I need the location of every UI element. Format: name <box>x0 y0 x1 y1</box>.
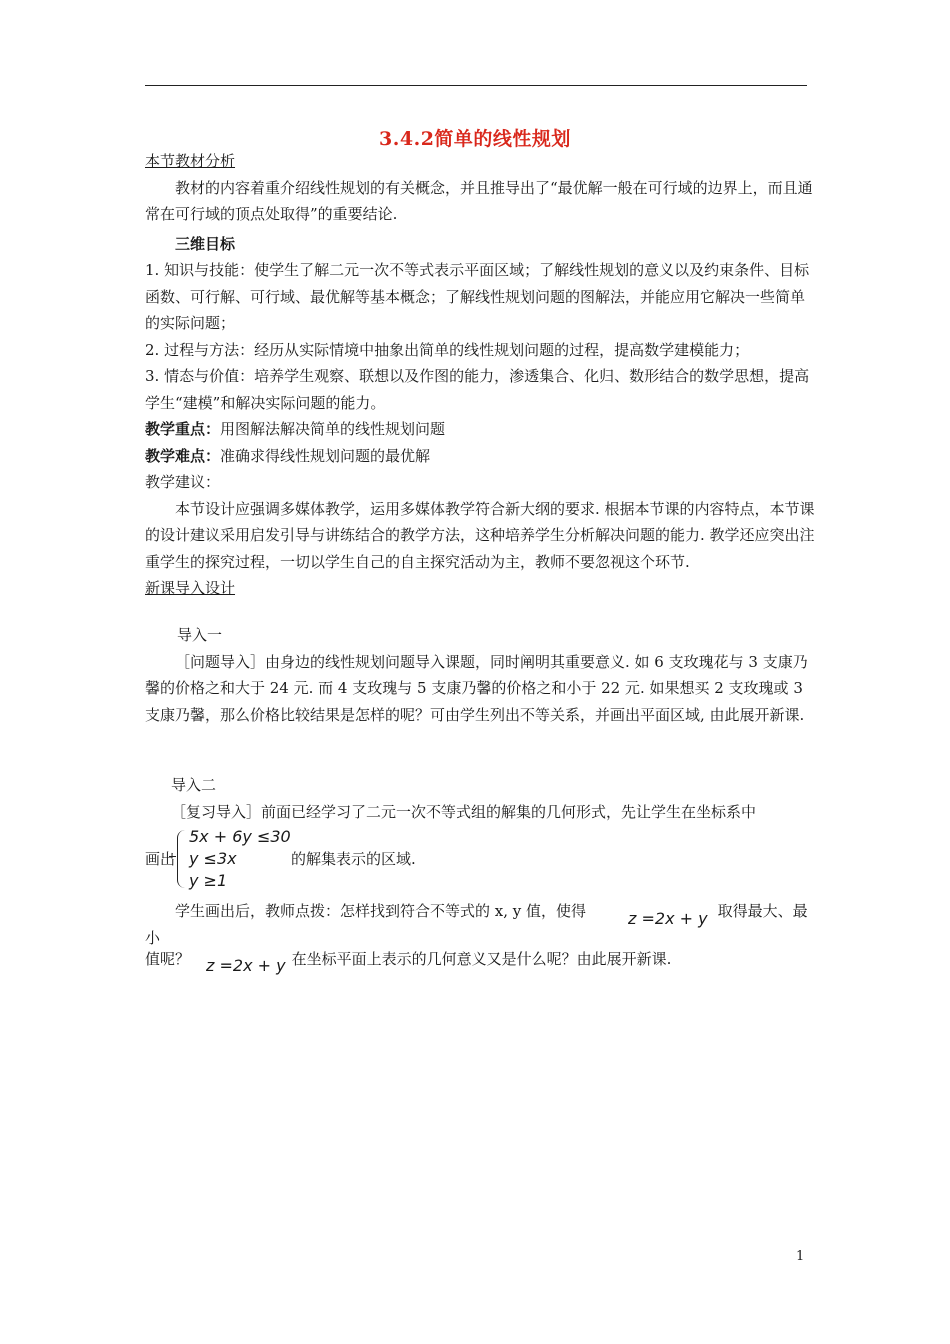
intro1-heading: 导入一 <box>177 626 223 644</box>
intro2-para-a <box>145 898 815 951</box>
difficulty <box>145 443 815 470</box>
intro2-section <box>145 772 815 825</box>
key-point-label: 教学重点： <box>145 420 221 438</box>
inequality-1: 5x + 6y ≤30 <box>189 827 291 846</box>
para-d-text: 在坐标平面上表示的几何意义又是什么呢？由此展开新课. <box>291 950 672 968</box>
goal-values: 3. 情态与价值：培养学生观察、联想以及作图的能力，渗透集合、化归、数形结合的数学思想，提高学生“建模”和解决实际问题的能力。 <box>145 367 810 412</box>
system-equations <box>189 826 291 892</box>
para-b-text: 取得最大、最小 <box>145 902 808 947</box>
inequality-system <box>145 826 815 890</box>
key-point <box>145 416 815 443</box>
para-c-text: 值呢？ <box>145 950 191 968</box>
key-point-text: 用图解法解决简单的线性规划问题 <box>220 420 446 438</box>
suggestion-heading: 教学建议： <box>145 473 221 491</box>
intro2-heading: 导入二 <box>171 776 217 794</box>
page-number: 1 <box>796 1249 805 1264</box>
left-brace-icon <box>177 830 186 888</box>
suggestion-text: 本节设计应强调多媒体教学，运用多媒体教学符合新大纲的要求. 根据本节课的内容特点，本节课的设计建议采用启发引导与讲练结合的教学方法，这种培养学生分析解决问题的能力. 教学还应突出注重学生的探究过程，一切以学生自己的自主探究活动为主，教师不要忽视这个环节. <box>145 499 815 571</box>
intro2-text: ［复习导入］前面已经学习了二元一次不等式组的解集的几何形式，先让学生在坐标系中 <box>171 802 757 821</box>
intro2-para-c <box>145 946 815 973</box>
analysis-heading: 本节教材分析 <box>145 152 236 170</box>
difficulty-label: 教学难点： <box>145 446 221 465</box>
analysis-text: 教材的内容着重介绍线性规划的有关概念，并且推导出了“最优解一般在可行域的边界上，而且通常在可行域的顶点处取得”的重要结论. <box>145 178 813 223</box>
intro1-text: ［问题导入］由身边的线性规划问题导入课题，同时阐明其重要意义. 如 6 支玫瑰花与 3 支康乃馨的价格之和大于 24 元. 而 4 支玫瑰与 5 支康乃馨的价格之和小于 22 元. 如果想买 2 支玫瑰或 3 支康乃馨，那么价格比较结果是怎样的呢？可由学生列出不等关系，并画出平面区域, 由此展开新课. <box>145 652 808 724</box>
intro-design-heading: 新课导入设计 <box>145 579 236 597</box>
formula-objective-2: z =2x + y <box>206 956 286 975</box>
para-a-text: 学生画出后，教师点拨：怎样找到符合不等式的 x, y 值，使得 <box>175 902 587 920</box>
formula-objective: z =2x + y <box>628 909 708 928</box>
inequality-2: y ≤3x <box>189 849 237 868</box>
goal-knowledge: 1. 知识与技能：使学生了解二元一次不等式表示平面区域；了解线性规划的意义以及约束条件、目标函数、可行解、可行域、最优解等基本概念；了解线性规划问题的图解法，并能应用它解决一些简单的实际问题； <box>145 261 810 332</box>
goal-process: 2. 过程与方法：经历从实际情境中抽象出简单的线性规划问题的过程，提高数学建模能力； <box>145 340 750 359</box>
inequality-3: y ≥1 <box>189 871 228 890</box>
difficulty-text: 准确求得线性规划问题的最优解 <box>220 446 431 465</box>
system-tail: 的解集表示的区域. <box>291 850 416 868</box>
intro1-section <box>145 622 815 728</box>
page-title: 3.4.2简单的线性规划 <box>379 128 571 150</box>
goals-heading: 三维目标 <box>175 234 236 253</box>
analysis-section <box>145 148 815 602</box>
header-rule <box>145 85 807 86</box>
system-lead: 画出 <box>145 850 176 868</box>
